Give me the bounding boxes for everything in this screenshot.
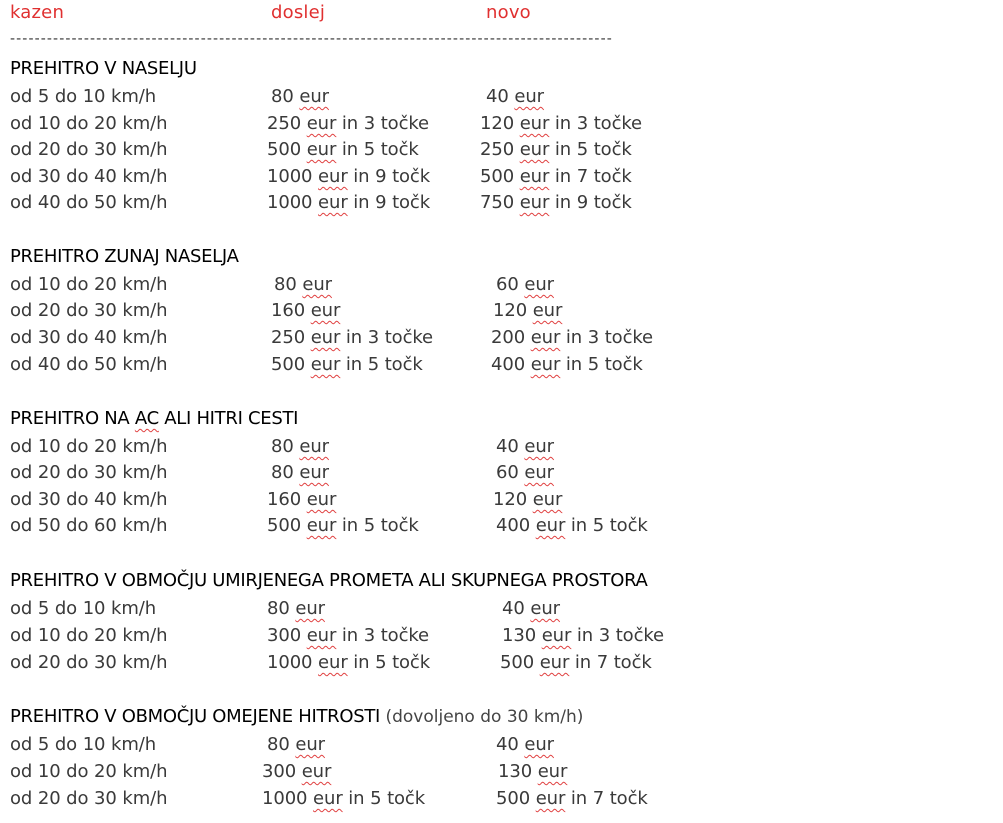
row-old-fine: 250 eur in 3 točke [267, 113, 430, 134]
row-old-fine: 500 eur in 5 točk [271, 354, 423, 375]
row-old-fine: 160 eur [271, 300, 341, 321]
row-new-fine: 120 eur in 3 točke [480, 113, 643, 134]
section-title: PREHITRO V NASELJU [10, 58, 197, 79]
row-new-fine: 120 eur [493, 489, 563, 510]
row-range: od 20 do 30 km/h [10, 300, 168, 321]
row-new-fine: 500 eur in 7 točk [480, 166, 632, 187]
row-range: od 10 do 20 km/h [10, 274, 168, 295]
row-old-fine: 80 eur [274, 274, 332, 295]
row-new-fine: 200 eur in 3 točke [491, 327, 654, 348]
section-title: PREHITRO V OBMOČJU UMIRJENEGA PROMETA ALI SKUPNEGA PROSTORA [10, 570, 648, 591]
row-new-fine: 400 eur in 5 točk [491, 354, 643, 375]
row-range: od 10 do 20 km/h [10, 436, 168, 457]
row-old-fine: 1000 eur in 9 točk [267, 166, 431, 187]
row-range: od 20 do 30 km/h [10, 139, 168, 160]
row-old-fine: 1000 eur in 9 točk [267, 192, 431, 213]
row-new-fine: 40 eur [502, 598, 560, 619]
row-old-fine: 80 eur [271, 436, 329, 457]
row-old-fine: 80 eur [271, 462, 329, 483]
row-range: od 40 do 50 km/h [10, 192, 168, 213]
row-old-fine: 80 eur [267, 598, 325, 619]
row-new-fine: 40 eur [486, 86, 544, 107]
row-new-fine: 250 eur in 5 točk [480, 139, 632, 160]
row-range: od 10 do 20 km/h [10, 625, 168, 646]
row-range: od 20 do 30 km/h [10, 462, 168, 483]
row-old-fine: 500 eur in 5 točk [267, 515, 419, 536]
row-new-fine: 60 eur [496, 462, 554, 483]
row-range: od 5 do 10 km/h [10, 598, 157, 619]
row-old-fine: 300 eur in 3 točke [267, 625, 430, 646]
row-new-fine: 500 eur in 7 točk [500, 652, 652, 673]
row-old-fine: 250 eur in 3 točke [271, 327, 434, 348]
header-novo: novo [486, 2, 531, 23]
row-new-fine: 130 eur [498, 761, 568, 782]
row-old-fine: 1000 eur in 5 točk [262, 788, 426, 809]
row-new-fine: 40 eur [496, 436, 554, 457]
row-range: od 30 do 40 km/h [10, 489, 168, 510]
row-range: od 20 do 30 km/h [10, 652, 168, 673]
row-old-fine: 500 eur in 5 točk [267, 139, 419, 160]
row-old-fine: 1000 eur in 5 točk [267, 652, 431, 673]
row-range: od 5 do 10 km/h [10, 86, 157, 107]
row-new-fine: 400 eur in 5 točk [496, 515, 648, 536]
section-title: PREHITRO V OBMOČJU OMEJENE HITROSTI (dovoljeno do 30 km/h) [10, 706, 584, 727]
row-range: od 30 do 40 km/h [10, 166, 168, 187]
row-range: od 10 do 20 km/h [10, 761, 168, 782]
row-new-fine: 60 eur [496, 274, 554, 295]
row-old-fine: 300 eur [262, 761, 332, 782]
section-title: PREHITRO ZUNAJ NASELJA [10, 246, 239, 267]
section-title: PREHITRO NA AC ALI HITRI CESTI [10, 408, 299, 429]
row-old-fine: 80 eur [271, 86, 329, 107]
row-range: od 10 do 20 km/h [10, 113, 168, 134]
row-new-fine: 500 eur in 7 točk [496, 788, 648, 809]
header-divider: -------------------------------------------------------------------------------------------------- [10, 32, 613, 46]
row-new-fine: 750 eur in 9 točk [480, 192, 632, 213]
row-new-fine: 40 eur [496, 734, 554, 755]
row-range: od 5 do 10 km/h [10, 734, 157, 755]
row-range: od 50 do 60 km/h [10, 515, 168, 536]
row-old-fine: 80 eur [267, 734, 325, 755]
row-new-fine: 120 eur [493, 300, 563, 321]
header-kazen: kazen [10, 2, 65, 23]
row-range: od 20 do 30 km/h [10, 788, 168, 809]
row-range: od 40 do 50 km/h [10, 354, 168, 375]
section-note: (dovoljeno do 30 km/h) [380, 707, 584, 727]
header-doslej: doslej [271, 2, 326, 23]
row-new-fine: 130 eur in 3 točke [502, 625, 665, 646]
row-old-fine: 160 eur [267, 489, 337, 510]
row-range: od 30 do 40 km/h [10, 327, 168, 348]
